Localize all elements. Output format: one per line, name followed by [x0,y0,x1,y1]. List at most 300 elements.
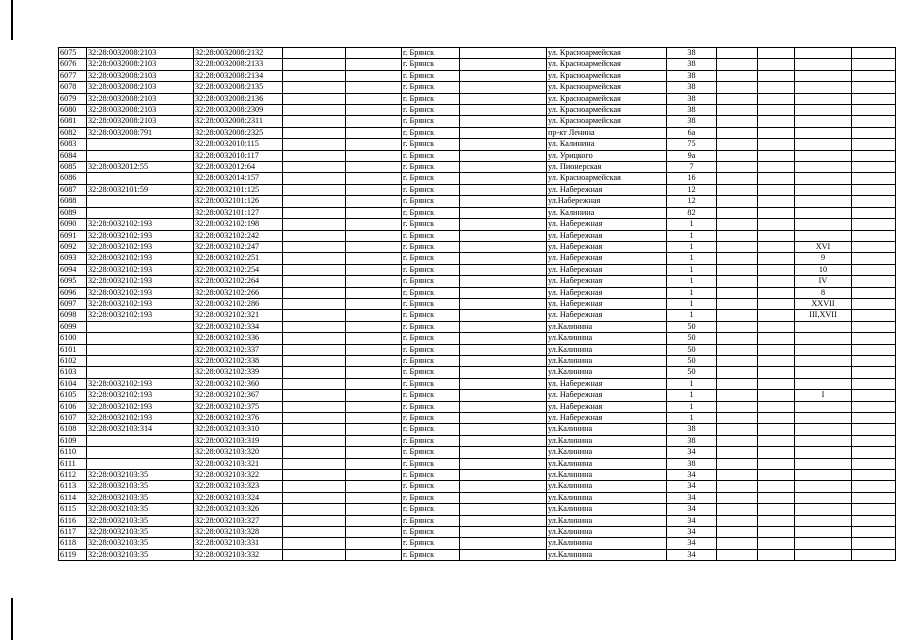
row-number-cell: 6076 [59,59,87,70]
city-cell: г. Брянск [402,207,460,218]
street-cell: ул. Набережная [547,413,667,424]
empty-cell [346,162,402,173]
table-row [59,458,896,469]
cadastral-number-cell: 32:28:0032102:286 [194,298,283,309]
row-number-cell: 6080 [59,105,87,116]
parent-cadastral-number-cell: 32:28:0032103:35 [87,470,194,481]
cadastral-number-cell: 32:28:0032103:319 [194,435,283,446]
house-number-cell: 34 [667,447,717,458]
empty-cell [717,401,758,412]
building-part-cell [795,184,852,195]
house-number-cell: 34 [667,527,717,538]
street-cell: ул. Красноармейская [547,105,667,116]
empty-cell [346,287,402,298]
empty-cell [283,481,346,492]
empty-cell [717,59,758,70]
empty-cell [717,184,758,195]
empty-cell [717,424,758,435]
empty-cell [283,48,346,59]
empty-cell [758,470,795,481]
empty-cell [852,344,896,355]
parent-cadastral-number-cell [87,435,194,446]
empty-cell [346,184,402,195]
building-part-cell [795,321,852,332]
table-row [59,435,896,446]
empty-cell [852,196,896,207]
street-cell: ул.Калинина [547,504,667,515]
parent-cadastral-number-cell: 32:28:0032102:193 [87,310,194,321]
empty-cell [346,127,402,138]
street-cell: ул. Красноармейская [547,70,667,81]
table-row [59,184,896,195]
empty-cell [346,378,402,389]
table-row [59,207,896,218]
cadastral-number-cell: 32:28:0032103:328 [194,527,283,538]
empty-cell [758,48,795,59]
empty-cell [460,82,547,93]
empty-cell [460,458,547,469]
row-number-cell: 6095 [59,276,87,287]
cadastral-number-cell: 32:28:0032101:126 [194,196,283,207]
empty-cell [283,173,346,184]
house-number-cell: 7 [667,162,717,173]
empty-cell [460,447,547,458]
empty-cell [758,196,795,207]
parent-cadastral-number-cell: 32:28:0032008:2103 [87,70,194,81]
city-cell: г. Брянск [402,321,460,332]
row-number-cell: 6103 [59,367,87,378]
parent-cadastral-number-cell: 32:28:0032102:193 [87,230,194,241]
row-number-cell: 6098 [59,310,87,321]
table-row [59,447,896,458]
table-row [59,413,896,424]
empty-cell [346,82,402,93]
empty-cell [346,401,402,412]
parent-cadastral-number-cell [87,344,194,355]
empty-cell [283,458,346,469]
row-number-cell: 6094 [59,264,87,275]
house-number-cell: 1 [667,276,717,287]
empty-cell [717,150,758,161]
empty-cell [852,527,896,538]
empty-cell [346,413,402,424]
empty-cell [346,196,402,207]
empty-cell [758,367,795,378]
empty-cell [717,527,758,538]
empty-cell [283,492,346,503]
building-part-cell: 8 [795,287,852,298]
street-cell: ул.Калинина [547,458,667,469]
city-cell: г. Брянск [402,527,460,538]
parent-cadastral-number-cell: 32:28:0032103:314 [87,424,194,435]
empty-cell [283,424,346,435]
row-number-cell: 6077 [59,70,87,81]
table-row [59,139,896,150]
table-row [59,401,896,412]
empty-cell [460,127,547,138]
row-number-cell: 6104 [59,378,87,389]
empty-cell [758,390,795,401]
street-cell: ул.Калинина [547,538,667,549]
building-part-cell [795,207,852,218]
empty-cell [346,264,402,275]
empty-cell [283,549,346,560]
building-part-cell: 10 [795,264,852,275]
parent-cadastral-number-cell [87,196,194,207]
building-part-cell [795,355,852,366]
parent-cadastral-number-cell: 32:28:0032102:193 [87,287,194,298]
parent-cadastral-number-cell [87,333,194,344]
empty-cell [852,48,896,59]
street-cell: ул.Калинина [547,470,667,481]
table-row [59,173,896,184]
house-number-cell: 34 [667,492,717,503]
empty-cell [852,287,896,298]
row-number-cell: 6107 [59,413,87,424]
house-number-cell: 16 [667,173,717,184]
empty-cell [717,219,758,230]
table-row [59,116,896,127]
empty-cell [460,70,547,81]
city-cell: г. Брянск [402,333,460,344]
parent-cadastral-number-cell: 32:28:0032008:2103 [87,116,194,127]
house-number-cell: 1 [667,230,717,241]
house-number-cell: 38 [667,424,717,435]
parent-cadastral-number-cell [87,321,194,332]
table-row [59,310,896,321]
row-number-cell: 6113 [59,481,87,492]
page-edge-rule-top [11,0,13,40]
row-number-cell: 6086 [59,173,87,184]
house-number-cell: 12 [667,184,717,195]
empty-cell [717,93,758,104]
city-cell: г. Брянск [402,127,460,138]
house-number-cell: 1 [667,264,717,275]
empty-cell [758,538,795,549]
empty-cell [460,264,547,275]
empty-cell [346,435,402,446]
empty-cell [346,59,402,70]
empty-cell [460,59,547,70]
parent-cadastral-number-cell: 32:28:0032102:193 [87,390,194,401]
city-cell: г. Брянск [402,367,460,378]
parent-cadastral-number-cell: 32:28:0032103:35 [87,549,194,560]
empty-cell [717,435,758,446]
empty-cell [460,93,547,104]
street-cell: пр-кт Ленина [547,127,667,138]
empty-cell [346,367,402,378]
empty-cell [852,321,896,332]
cadastral-number-cell: 32:28:0032008:2325 [194,127,283,138]
cadastral-number-cell: 32:28:0032103:331 [194,538,283,549]
empty-cell [460,173,547,184]
empty-cell [346,458,402,469]
empty-cell [460,139,547,150]
table-row [59,515,896,526]
empty-cell [758,116,795,127]
cadastral-number-cell: 32:28:0032102:337 [194,344,283,355]
empty-cell [460,424,547,435]
house-number-cell: 1 [667,390,717,401]
street-cell: ул. Пионерская [547,162,667,173]
empty-cell [460,162,547,173]
empty-cell [460,48,547,59]
street-cell: ул. Набережная [547,219,667,230]
city-cell: г. Брянск [402,344,460,355]
city-cell: г. Брянск [402,59,460,70]
empty-cell [346,390,402,401]
table-row [59,105,896,116]
empty-cell [460,184,547,195]
cadastral-number-cell: 32:28:0032102:266 [194,287,283,298]
empty-cell [852,424,896,435]
table-row [59,230,896,241]
building-part-cell [795,435,852,446]
cadastral-number-cell: 32:28:0032101:127 [194,207,283,218]
empty-cell [283,310,346,321]
empty-cell [852,230,896,241]
house-number-cell: 38 [667,59,717,70]
empty-cell [717,447,758,458]
table-row [59,538,896,549]
building-part-cell [795,150,852,161]
empty-cell [283,378,346,389]
row-number-cell: 6099 [59,321,87,332]
empty-cell [283,413,346,424]
row-number-cell: 6116 [59,515,87,526]
building-part-cell [795,527,852,538]
empty-cell [758,458,795,469]
empty-cell [346,344,402,355]
empty-cell [852,70,896,81]
empty-cell [852,481,896,492]
street-cell: ул.Калинина [547,355,667,366]
empty-cell [852,219,896,230]
empty-cell [852,116,896,127]
cadastral-number-cell: 32:28:0032102:321 [194,310,283,321]
building-part-cell [795,127,852,138]
empty-cell [758,333,795,344]
empty-cell [283,253,346,264]
cadastral-number-cell: 32:28:0032014:157 [194,173,283,184]
empty-cell [717,276,758,287]
row-number-cell: 6083 [59,139,87,150]
street-cell: ул. Набережная [547,241,667,252]
empty-cell [460,470,547,481]
empty-cell [717,515,758,526]
street-cell: ул. Набережная [547,230,667,241]
city-cell: г. Брянск [402,310,460,321]
table-row [59,367,896,378]
building-part-cell [795,70,852,81]
empty-cell [717,162,758,173]
parent-cadastral-number-cell: 32:28:0032102:193 [87,253,194,264]
street-cell: ул. Урицкого [547,150,667,161]
empty-cell [758,230,795,241]
parent-cadastral-number-cell: 32:28:0032008:2103 [87,93,194,104]
empty-cell [283,150,346,161]
empty-cell [346,253,402,264]
row-number-cell: 6081 [59,116,87,127]
empty-cell [283,298,346,309]
cadastral-number-cell: 32:28:0032103:326 [194,504,283,515]
empty-cell [346,515,402,526]
empty-cell [758,378,795,389]
city-cell: г. Брянск [402,184,460,195]
empty-cell [758,93,795,104]
cadastral-number-cell: 32:28:0032102:375 [194,401,283,412]
row-number-cell: 6089 [59,207,87,218]
empty-cell [283,127,346,138]
table-row [59,355,896,366]
empty-cell [717,470,758,481]
empty-cell [346,538,402,549]
cadastral-number-cell: 32:28:0032103:322 [194,470,283,481]
table-row [59,241,896,252]
table-row [59,48,896,59]
parent-cadastral-number-cell: 32:28:0032008:2103 [87,82,194,93]
empty-cell [460,333,547,344]
empty-cell [460,321,547,332]
row-number-cell: 6078 [59,82,87,93]
empty-cell [717,310,758,321]
street-cell: ул.Калинина [547,447,667,458]
city-cell: г. Брянск [402,470,460,481]
table-row [59,470,896,481]
building-part-cell: 9 [795,253,852,264]
empty-cell [283,333,346,344]
house-number-cell: 50 [667,355,717,366]
city-cell: г. Брянск [402,515,460,526]
street-cell: ул. Набережная [547,390,667,401]
row-number-cell: 6111 [59,458,87,469]
empty-cell [852,298,896,309]
empty-cell [283,355,346,366]
building-part-cell [795,59,852,70]
empty-cell [852,173,896,184]
street-cell: ул.Калинина [547,424,667,435]
street-cell: ул. Набережная [547,287,667,298]
cadastral-number-cell: 32:28:0032102:334 [194,321,283,332]
empty-cell [346,470,402,481]
empty-cell [758,401,795,412]
empty-cell [460,435,547,446]
empty-cell [717,413,758,424]
empty-cell [758,253,795,264]
building-part-cell [795,492,852,503]
empty-cell [460,219,547,230]
building-part-cell: III,XVII [795,310,852,321]
empty-cell [283,116,346,127]
row-number-cell: 6082 [59,127,87,138]
parent-cadastral-number-cell: 32:28:0032101:59 [87,184,194,195]
city-cell: г. Брянск [402,458,460,469]
cadastral-number-cell: 32:28:0032102:367 [194,390,283,401]
parent-cadastral-number-cell [87,173,194,184]
parent-cadastral-number-cell: 32:28:0032008:2103 [87,59,194,70]
house-number-cell: 1 [667,298,717,309]
parent-cadastral-number-cell: 32:28:0032008:2103 [87,48,194,59]
empty-cell [346,105,402,116]
city-cell: г. Брянск [402,413,460,424]
cadastral-number-cell: 32:28:0032102:264 [194,276,283,287]
cadastral-number-cell: 32:28:0032008:2135 [194,82,283,93]
empty-cell [460,378,547,389]
cadastral-number-cell: 32:28:0032103:321 [194,458,283,469]
city-cell: г. Брянск [402,116,460,127]
empty-cell [852,264,896,275]
empty-cell [852,276,896,287]
city-cell: г. Брянск [402,504,460,515]
cadastral-number-cell: 32:28:0032102:338 [194,355,283,366]
empty-cell [717,139,758,150]
city-cell: г. Брянск [402,538,460,549]
table-row [59,424,896,435]
building-part-cell [795,139,852,150]
building-part-cell [795,458,852,469]
building-part-cell [795,162,852,173]
building-part-cell: IV [795,276,852,287]
building-part-cell [795,549,852,560]
empty-cell [283,219,346,230]
empty-cell [283,504,346,515]
parent-cadastral-number-cell: 32:28:0032102:193 [87,219,194,230]
row-number-cell: 6102 [59,355,87,366]
empty-cell [460,355,547,366]
street-cell: ул. Красноармейская [547,82,667,93]
empty-cell [758,447,795,458]
table-row [59,298,896,309]
empty-cell [717,481,758,492]
table-row [59,219,896,230]
street-cell: ул. Красноармейская [547,59,667,70]
cadastral-number-cell: 32:28:0032103:332 [194,549,283,560]
cadastral-number-cell: 32:28:0032102:336 [194,333,283,344]
table-row [59,264,896,275]
empty-cell [852,492,896,503]
empty-cell [758,413,795,424]
empty-cell [717,355,758,366]
empty-cell [283,264,346,275]
empty-cell [758,173,795,184]
cadastral-number-cell: 32:28:0032102:251 [194,253,283,264]
row-number-cell: 6112 [59,470,87,481]
city-cell: г. Брянск [402,264,460,275]
row-number-cell: 6101 [59,344,87,355]
building-part-cell [795,219,852,230]
empty-cell [717,127,758,138]
empty-cell [460,413,547,424]
page-edge-rule-bottom [11,598,13,640]
parent-cadastral-number-cell: 32:28:0032102:193 [87,378,194,389]
empty-cell [717,48,758,59]
table-row [59,93,896,104]
empty-cell [460,344,547,355]
empty-cell [346,219,402,230]
empty-cell [346,241,402,252]
empty-cell [852,127,896,138]
empty-cell [460,481,547,492]
empty-cell [758,287,795,298]
house-number-cell: 50 [667,344,717,355]
parent-cadastral-number-cell: 32:28:0032008:791 [87,127,194,138]
house-number-cell: 38 [667,435,717,446]
building-part-cell [795,470,852,481]
empty-cell [852,150,896,161]
cadastral-number-cell: 32:28:0032102:242 [194,230,283,241]
empty-cell [758,105,795,116]
empty-cell [283,184,346,195]
